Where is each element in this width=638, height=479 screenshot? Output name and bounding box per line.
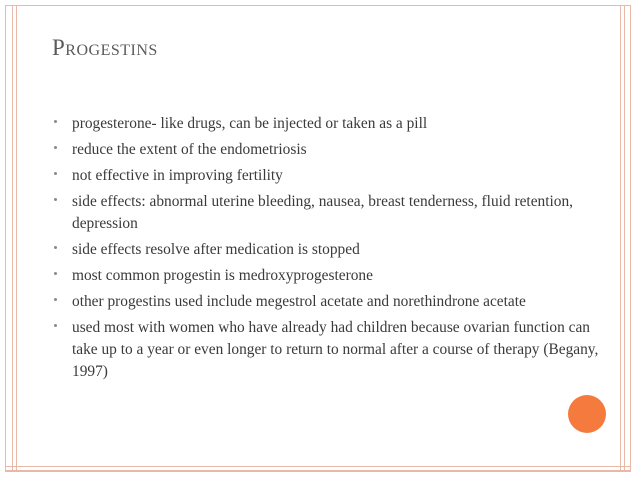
bullet-item: [52, 191, 612, 235]
bullet-text: side effects resolve after medication is stopped: [72, 241, 360, 258]
bullet-item: [52, 165, 612, 187]
bullet-item: [52, 139, 612, 161]
bullet-marker-icon: [54, 146, 57, 149]
bullet-marker-icon: [54, 172, 57, 175]
bullet-text: reduce the extent of the endometriosis: [72, 141, 307, 158]
bullet-item: [52, 317, 612, 383]
bullet-text: side effects: abnormal uterine bleeding, nausea, breast tenderness, fluid retention, depression: [72, 193, 574, 232]
bullet-marker-icon: [54, 324, 57, 327]
bullet-marker-icon: [54, 298, 57, 301]
bullet-text: progesterone- like drugs, can be injected or taken as a pill: [72, 115, 428, 132]
left-border-line-inner: [16, 5, 17, 472]
bullet-text: not effective in improving fertility: [72, 167, 283, 184]
bullet-marker-icon: [54, 120, 57, 123]
bullet-marker-icon: [54, 198, 57, 201]
bullet-list: [52, 113, 612, 387]
bullet-item: [52, 113, 612, 135]
slide-title: Progestins: [52, 35, 158, 60]
right-border-line-inner: [620, 5, 621, 472]
accent-circle-icon: [568, 395, 606, 433]
bullet-marker-icon: [54, 272, 57, 275]
bullet-item: [52, 239, 612, 261]
left-border-line: [12, 5, 13, 472]
bullet-text: used most with women who have already had children because ovarian function can take up to a year or even longer to return to normal after a course of therapy (Begany, 1997): [72, 319, 599, 380]
right-border-line: [624, 5, 625, 472]
bullet-item: [52, 291, 612, 313]
bullet-item: [52, 265, 612, 287]
bullet-text: other progestins used include megestrol acetate and norethindrone acetate: [72, 293, 526, 310]
bottom-border-line: [5, 470, 631, 471]
bottom-border-line-inner: [5, 466, 631, 467]
bullet-text: most common progestin is medroxyprogesterone: [72, 267, 373, 284]
bullet-marker-icon: [54, 246, 57, 249]
